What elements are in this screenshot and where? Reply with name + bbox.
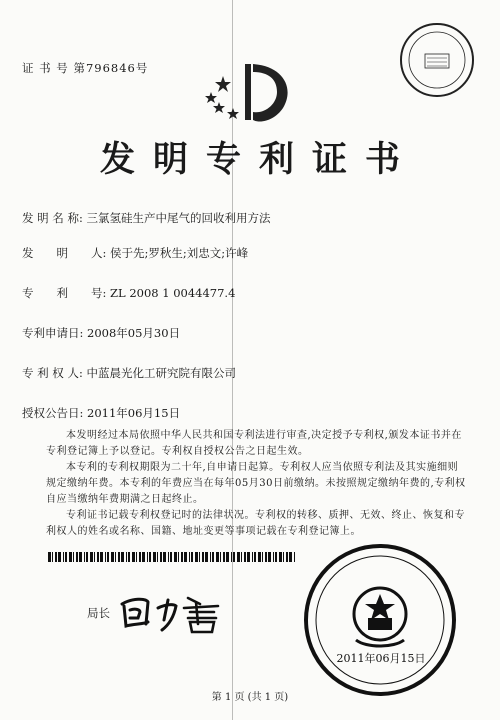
barcode-bar bbox=[58, 552, 61, 562]
barcode-bar bbox=[128, 552, 130, 562]
field-inventors bbox=[22, 245, 248, 261]
field-patentee bbox=[22, 365, 236, 381]
barcode-bar bbox=[52, 552, 53, 562]
barcode-bar bbox=[142, 552, 145, 562]
barcode-bar bbox=[48, 552, 51, 562]
barcode-bar bbox=[273, 552, 274, 562]
seal-date: 2011年06月15日 bbox=[336, 652, 426, 665]
field-value: 2011年06月15日 bbox=[87, 406, 181, 420]
field-value: 中蓝晨光化工研究院有限公司 bbox=[86, 366, 236, 380]
barcode-bar bbox=[262, 552, 263, 562]
barcode-bar bbox=[132, 552, 135, 562]
barcode-bar bbox=[216, 552, 219, 562]
field-label: 专 利 权 人: bbox=[22, 366, 83, 380]
barcode-bar bbox=[178, 552, 179, 562]
field-label: 发 明 人: bbox=[22, 246, 107, 260]
barcode-bar bbox=[205, 552, 208, 562]
director-signature-icon bbox=[118, 590, 228, 635]
barcode-bar bbox=[139, 552, 141, 562]
barcode-bar bbox=[268, 552, 271, 562]
barcode-bar bbox=[220, 552, 221, 562]
official-seal-icon bbox=[300, 540, 460, 700]
barcode-bar bbox=[184, 552, 187, 562]
barcode-bar bbox=[84, 552, 85, 562]
barcode-bar bbox=[174, 552, 177, 562]
field-value: 侯于先;罗秋生;刘忠文;许峰 bbox=[110, 246, 249, 260]
field-value: 三氯氢硅生产中尾气的回收利用方法 bbox=[86, 211, 271, 225]
barcode-bar bbox=[94, 552, 95, 562]
page-title: 发明专利证书 bbox=[99, 139, 418, 180]
field-value: ZL 2008 1 0044477.4 bbox=[110, 286, 236, 300]
field-patent-number bbox=[22, 285, 235, 301]
barcode-bar bbox=[73, 552, 74, 562]
certificate-body bbox=[46, 428, 466, 540]
barcode-bar bbox=[279, 552, 282, 562]
barcode-bar bbox=[107, 552, 109, 562]
agency-stamp-icon bbox=[397, 20, 477, 100]
patent-office-emblem-icon bbox=[205, 58, 300, 130]
barcode-bar bbox=[63, 552, 64, 562]
field-label: 发 明 名 称: bbox=[22, 211, 83, 225]
barcode-bar bbox=[191, 552, 193, 562]
barcode-bar bbox=[136, 552, 137, 562]
barcode-bar bbox=[247, 552, 250, 562]
barcode-bar bbox=[55, 552, 57, 562]
barcode-bar bbox=[265, 552, 267, 562]
barcode-bar bbox=[170, 552, 172, 562]
barcode-bar bbox=[149, 552, 151, 562]
barcode-bar bbox=[76, 552, 78, 562]
barcode-bar bbox=[105, 552, 106, 562]
barcode-bar bbox=[121, 552, 124, 562]
barcode-bar bbox=[69, 552, 72, 562]
barcode-bar bbox=[163, 552, 166, 562]
barcode-bar bbox=[115, 552, 116, 562]
page-number: 第 1 页 (共 1 页) bbox=[211, 692, 289, 703]
barcode-bar bbox=[212, 552, 214, 562]
body-paragraph: 专利证书记载专利权登记时的法律状况。专利权的转移、质押、无效、终止、恢复和专利权人的姓名或名称、国籍、地址变更等事项记载在专利登记簿上。 bbox=[46, 510, 465, 537]
barcode-bar bbox=[275, 552, 277, 562]
barcode-bar bbox=[258, 552, 261, 562]
barcode-bar bbox=[237, 552, 240, 562]
barcode-bar bbox=[233, 552, 235, 562]
barcode-bar bbox=[97, 552, 99, 562]
barcode-icon bbox=[48, 552, 298, 562]
barcode-bar bbox=[111, 552, 114, 562]
barcode-bar bbox=[286, 552, 288, 562]
barcode-bar bbox=[226, 552, 229, 562]
barcode-bar bbox=[195, 552, 198, 562]
barcode-bar bbox=[147, 552, 148, 562]
body-paragraph: 本发明经过本局依照中华人民共和国专利法进行审查,决定授予专利权,颁发本证书并在专利登记簿上予以登记。专利权自授权公告之日起生效。 bbox=[46, 430, 462, 457]
barcode-bar bbox=[181, 552, 183, 562]
barcode-bar bbox=[244, 552, 246, 562]
barcode-bar bbox=[254, 552, 256, 562]
barcode-bar bbox=[168, 552, 169, 562]
field-label: 专利申请日: bbox=[22, 326, 84, 340]
field-invention-name bbox=[22, 210, 271, 226]
barcode-bar bbox=[294, 552, 295, 562]
field-value: 2008年05月30日 bbox=[87, 326, 181, 340]
barcode-bar bbox=[199, 552, 200, 562]
barcode-bar bbox=[202, 552, 204, 562]
barcode-bar bbox=[252, 552, 253, 562]
barcode-bar bbox=[189, 552, 190, 562]
barcode-bar bbox=[118, 552, 120, 562]
barcode-bar bbox=[86, 552, 88, 562]
barcode-bar bbox=[160, 552, 162, 562]
body-paragraph: 本专利的专利权期限为二十年,自申请日起算。专利权人应当依照专利法及其实施细则规定缴纳年费。本专利的年费应当在每年05月30日前缴纳。未按照规定缴纳年费的,专利权自应当缴纳年费期满之日起终止。 bbox=[46, 462, 466, 505]
field-grant-date bbox=[22, 405, 180, 421]
director-label: 局长 bbox=[87, 606, 110, 620]
barcode-bar bbox=[283, 552, 284, 562]
field-label: 专 利 号: bbox=[22, 286, 107, 300]
barcode-bar bbox=[241, 552, 242, 562]
field-application-date bbox=[22, 325, 180, 341]
barcode-bar bbox=[289, 552, 292, 562]
barcode-bar bbox=[79, 552, 82, 562]
barcode-bar bbox=[100, 552, 103, 562]
barcode-bar bbox=[153, 552, 156, 562]
barcode-bar bbox=[210, 552, 211, 562]
barcode-bar bbox=[126, 552, 127, 562]
field-label: 授权公告日: bbox=[22, 406, 84, 420]
barcode-bar bbox=[65, 552, 67, 562]
barcode-bar bbox=[231, 552, 232, 562]
barcode-bar bbox=[90, 552, 93, 562]
barcode-bar bbox=[223, 552, 225, 562]
barcode-bar bbox=[157, 552, 158, 562]
certificate-number: 证 书 号 第796846号 bbox=[22, 61, 149, 75]
